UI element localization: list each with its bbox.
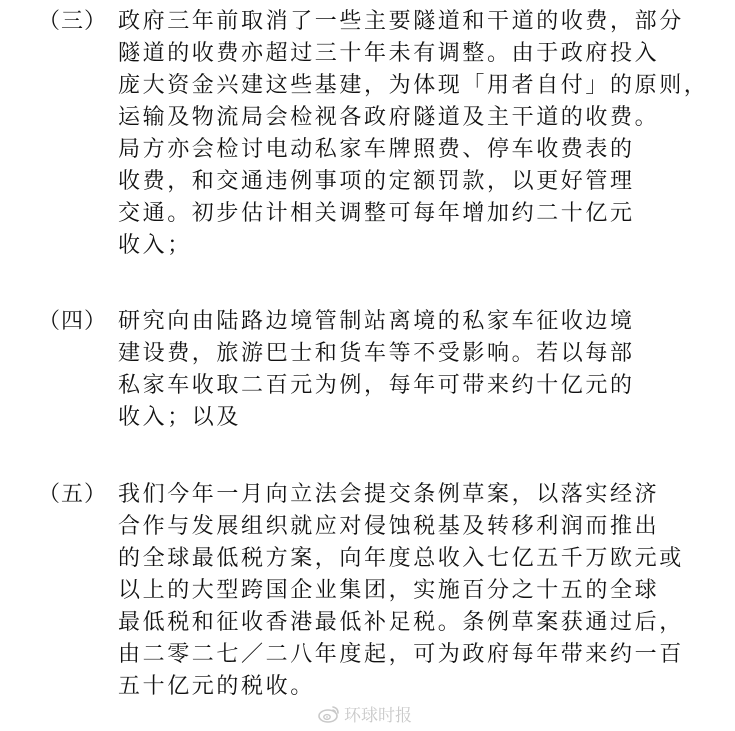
text-line: 研究向由陆路边境管制站离境的私家车征收边境 xyxy=(118,309,635,334)
text-line: 政府三年前取消了一些主要隧道和干道的收费，部分 xyxy=(118,9,684,34)
text-line: 收入； xyxy=(118,233,192,258)
text-line: 最低税和征收香港最低补足税。条例草案获通过后， xyxy=(118,610,684,635)
text-line: 收费，和交通违例事项的定额罚款，以更好管理 xyxy=(118,169,635,194)
text-line: 交通。初步估计相关调整可每年增加约二十亿元 xyxy=(118,201,635,226)
weibo-icon xyxy=(318,705,340,723)
text-line: 庞大资金兴建这些基建，为体现「用者自付」的原则， xyxy=(118,73,709,98)
item-marker: （三） xyxy=(38,9,108,34)
text-line: 收入；以及 xyxy=(118,405,242,430)
paragraph-body xyxy=(118,6,718,262)
text-line: 局方亦会检讨电动私家车牌照费、停车收费表的 xyxy=(118,137,635,162)
text-line: 建设费，旅游巴士和货车等不受影响。若以每部 xyxy=(118,341,635,366)
text-line: 私家车收取二百元为例，每年可带来约十亿元的 xyxy=(118,373,635,398)
text-line: 的全球最低税方案，向年度总收入七亿五千万欧元或 xyxy=(118,546,684,571)
text-line: 我们今年一月向立法会提交条例草案，以落实经济 xyxy=(118,482,660,507)
text-line: 合作与发展组织就应对侵蚀税基及转移利润而推出 xyxy=(118,514,660,539)
watermark-text: 环球时报 xyxy=(344,706,412,726)
item-marker: （四） xyxy=(38,309,108,334)
text-line: 运输及物流局会检视各政府隧道及主干道的收费。 xyxy=(118,105,660,130)
text-line: 五十亿元的税收。 xyxy=(118,674,315,699)
item-marker: （五） xyxy=(38,482,108,507)
paragraph-body xyxy=(118,306,718,434)
paragraph-body xyxy=(118,479,718,703)
watermark xyxy=(318,701,412,726)
text-line: 以上的大型跨国企业集团，实施百分之十五的全球 xyxy=(118,578,660,603)
text-line: 隧道的收费亦超过三十年未有调整。由于政府投入 xyxy=(118,41,660,66)
text-line: 由二零二七／二八年度起，可为政府每年带来约一百 xyxy=(118,642,684,667)
